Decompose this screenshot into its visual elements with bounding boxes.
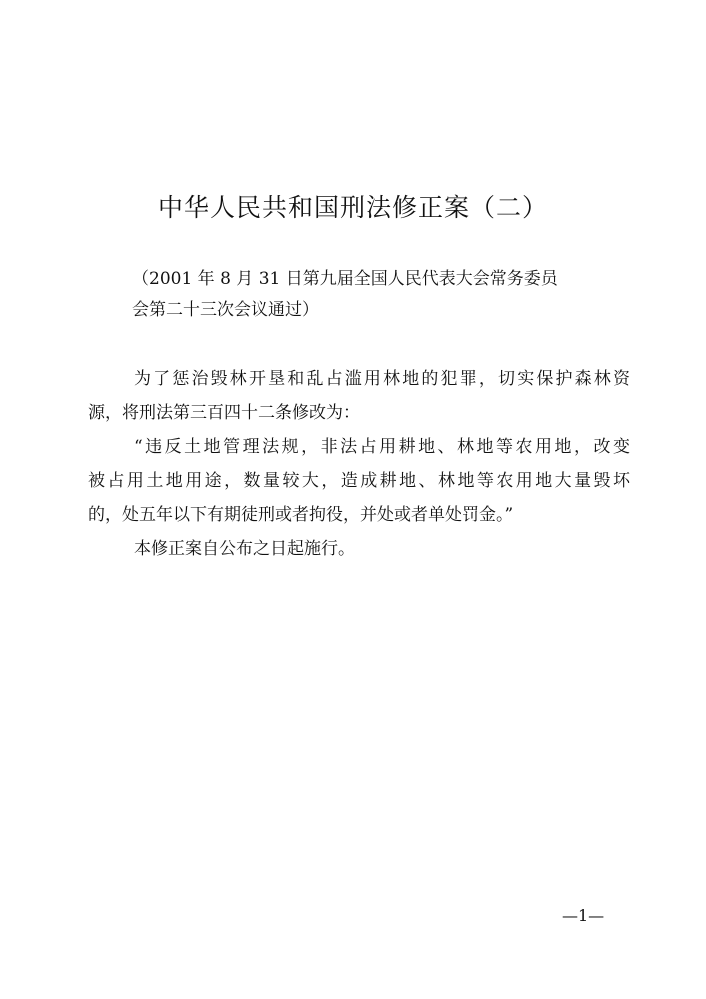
adoption-note-line: 会第二十三次会议通过） [132, 300, 319, 320]
paragraph-2-line: “违反土地管理法规，非法占用耕地、林地等农用地，改变 [134, 437, 630, 457]
paragraph-3-line: 本修正案自公布之日起施行。 [134, 539, 355, 559]
document-body [88, 362, 630, 566]
adoption-note [132, 264, 592, 326]
paragraph-2-line: 被占用土地用途，数量较大，造成耕地、林地等农用地大量毁坏 [88, 471, 630, 491]
paragraph-1-line: 为了惩治毁林开垦和乱占滥用林地的犯罪，切实保护森林资 [134, 369, 630, 389]
page-number: —1— [562, 906, 605, 925]
adoption-note-line: （2001 年 8 月 31 日第九届全国人民代表大会常务委员 [132, 269, 558, 289]
paragraph-1-line: 源，将刑法第三百四十二条修改为： [88, 403, 360, 423]
document-title: 中华人民共和国刑法修正案（二） [157, 193, 548, 222]
paragraph-2-line: 的，处五年以下有期徒刑或者拘役，并处或者单处罚金。” [88, 505, 514, 525]
